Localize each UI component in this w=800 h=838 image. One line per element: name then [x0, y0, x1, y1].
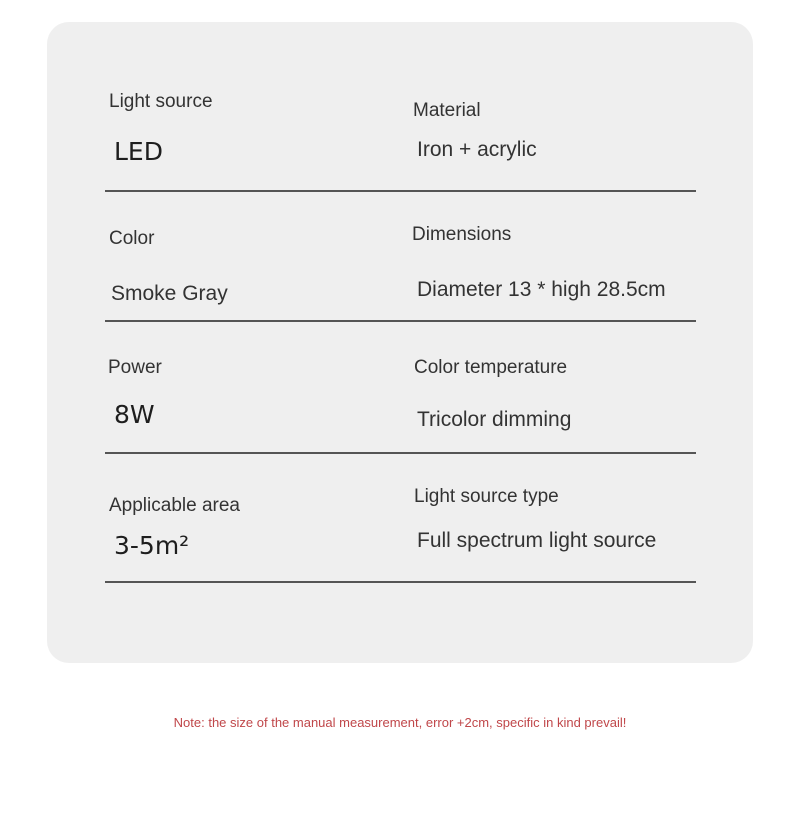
divider: [105, 320, 696, 322]
spec-value-dimensions: Diameter 13 * high 28.5cm: [417, 278, 666, 301]
spec-value-power: 8W: [114, 400, 155, 429]
spec-label-light-source-type: Light source type: [414, 486, 559, 507]
spec-value-light-source-type: Full spectrum light source: [417, 529, 657, 552]
spec-card: [47, 22, 753, 663]
spec-value-color-temperature: Tricolor dimming: [417, 408, 572, 431]
spec-label-power: Power: [108, 357, 162, 378]
spec-label-dimensions: Dimensions: [412, 224, 512, 245]
spec-value-applicable-area: 3-5m²: [114, 531, 190, 560]
spec-label-light-source: Light source: [109, 91, 213, 112]
spec-label-material: Material: [413, 100, 481, 121]
spec-label-color: Color: [109, 228, 155, 249]
spec-label-applicable-area: Applicable area: [109, 495, 240, 516]
spec-value-color: Smoke Gray: [111, 282, 228, 305]
divider: [105, 581, 696, 583]
spec-label-color-temperature: Color temperature: [414, 357, 568, 378]
divider: [105, 452, 696, 454]
divider: [105, 190, 696, 192]
spec-value-material: Iron + acrylic: [417, 138, 537, 161]
measurement-note: Note: the size of the manual measurement, error +2cm, specific in kind prevail!: [173, 715, 627, 730]
spec-value-light-source: LED: [114, 137, 163, 166]
